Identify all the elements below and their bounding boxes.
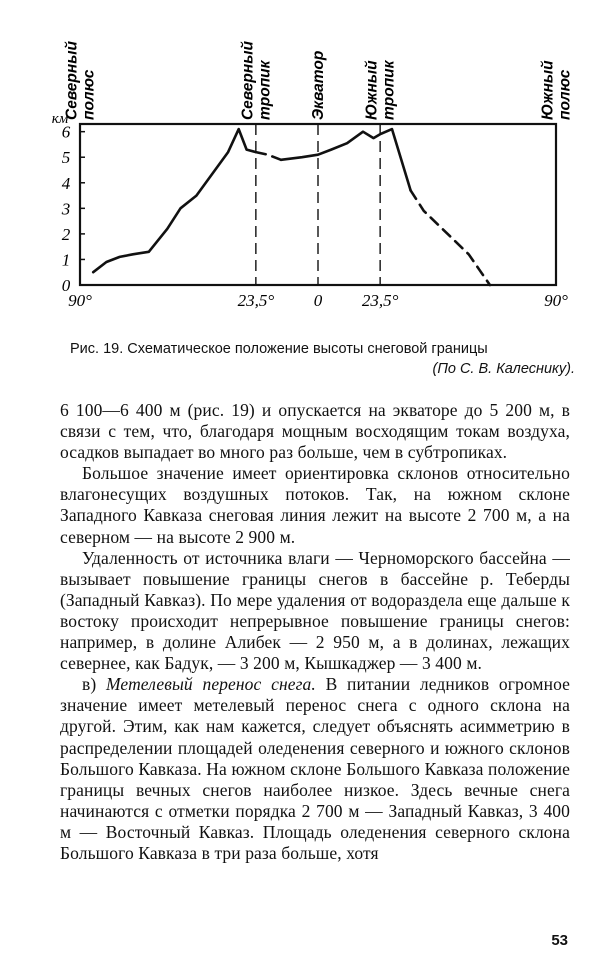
x-tick-label: 90° <box>544 291 568 310</box>
top-label-text: Южный <box>539 60 557 120</box>
paragraph-3: Удаленность от источника влаги — Черноморского бассейна — вызывает повышение границы снегов в бассейне р. Теберды (Западный Кавказ). По мере удаления от водораздела еще дальше к востоку происходит непрерывное повышение границы снегов: например, в долине Алибек — 2 950 м, а в долинах, лежащих севернее, как Бадук, — 3 200 м, Кышкаджер — 3 400 м. <box>60 547 570 674</box>
figure-caption <box>70 340 575 379</box>
caption-source: (По С. В. Калеснику). <box>432 361 575 377</box>
y-tick-label: 6 <box>61 122 71 142</box>
x-tick-label: 23,5° <box>237 291 275 310</box>
y-tick-label: 5 <box>61 148 71 168</box>
y-tick-label: 4 <box>61 173 71 193</box>
body-text <box>60 400 570 864</box>
paragraph-4-prefix: в) <box>82 674 106 695</box>
top-label-text: Северный <box>239 41 257 120</box>
caption-line-1: Рис. 19. Схематическое положение высоты снеговой границы <box>70 341 488 357</box>
snow-line-dashed-tropics <box>256 152 281 160</box>
x-tick-label: 23,5° <box>361 291 399 310</box>
x-tick-label: 90° <box>68 291 92 310</box>
section-heading: Метелевый перенос снега. <box>106 674 316 695</box>
snow-line-solid-equator <box>281 129 411 190</box>
x-tick-label: 0 <box>313 291 323 310</box>
x-axis <box>68 291 568 310</box>
snow-line-solid-north <box>93 129 256 272</box>
snow-line-dashed-south <box>411 190 490 285</box>
top-label-text: тропик <box>256 60 274 120</box>
paragraph-1: 6 100—6 400 м (рис. 19) и опускается на экваторе до 5 200 м, в связи с тем, что, благодаря мощным восходящим токам воздуха, осадков выпадает во много раз больше, чем в субтропиках. <box>60 400 570 463</box>
top-label-text: Южный <box>363 60 381 120</box>
top-label-text: полюс <box>556 69 574 120</box>
top-labels <box>64 41 574 120</box>
y-tick-label: 0 <box>61 276 71 295</box>
y-tick-label: 2 <box>61 224 71 244</box>
snow-line-chart <box>0 0 600 330</box>
y-tick-label: 1 <box>61 250 71 270</box>
series-layer <box>93 124 490 285</box>
y-tick-label: 3 <box>61 199 71 219</box>
top-label-text: тропик <box>380 60 398 120</box>
paragraph-2: Большое значение имеет ориентировка склонов относительно влагонесущих воздушных потоков. Так, на южном склоне Западного Кавказа снеговая линия лежит на высоте 2 700 м, а на северном — на высоте 2 900 м. <box>60 463 570 547</box>
paragraph-4 <box>60 674 570 864</box>
top-label-text: Северный <box>63 41 81 120</box>
page-number: 53 <box>551 932 568 949</box>
y-axis-label: км <box>51 111 69 127</box>
paragraph-4-text: В питании ледников огромное значение имеет метелевый перенос снега с одного склона на другой. Этим, как нам кажется, следует объяснять асимметрию в распределении площадей оледенения северного и южного склонов Большого Кавказа. На южном склоне Большого Кавказа положение границы вечных снегов наиболее низкое. Здесь вечные снега начинаются с отметки порядка 2 700 м — Западный Кавказ, 3 400 м — Восточный Кавказ. Площадь оледенения северного склона Большого Кавказа в три раза больше, хотя <box>60 674 570 863</box>
top-label-text: полюс <box>80 69 98 120</box>
top-label-text: Экватор <box>310 50 327 120</box>
